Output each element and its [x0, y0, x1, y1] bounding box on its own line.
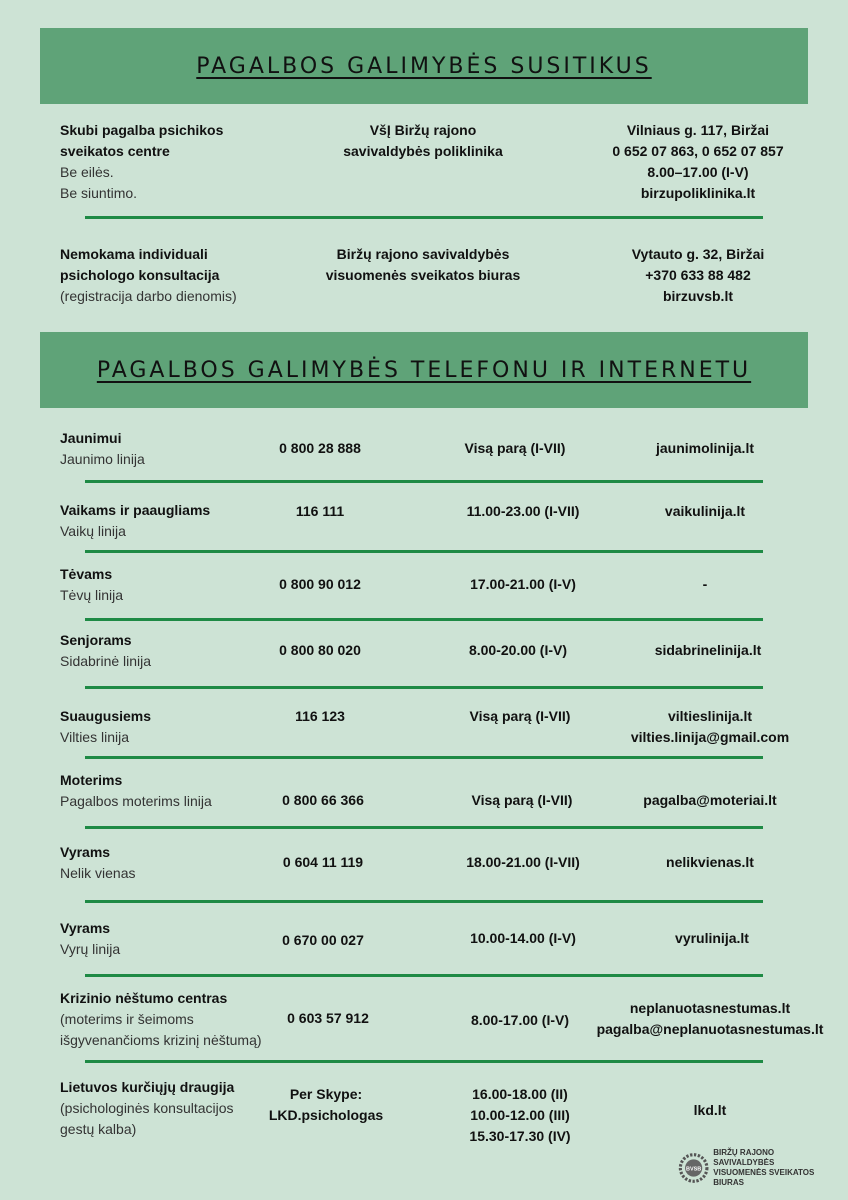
- s2-row10-phone: [256, 1084, 396, 1126]
- section2-banner: [40, 332, 808, 408]
- s1-row2-org-2: visuomenės sveikatos biuras: [325, 267, 521, 283]
- s2-row10-hours: [430, 1084, 610, 1147]
- s2-row7-phone[interactable]: 0 604 11 119: [282, 854, 364, 870]
- s1-row1-org: [318, 120, 528, 162]
- s1-row1-phone: 0 652 07 863, 0 652 07 857: [612, 143, 784, 159]
- s2-row-who-cell: [60, 500, 260, 542]
- s1-row2-org: [303, 244, 543, 286]
- s2-row6-line: Pagalbos moterims linija: [60, 793, 212, 809]
- s2-row8-hours: 10.00-14.00 (I-V): [470, 930, 576, 946]
- s2-row-who-cell: [60, 706, 260, 748]
- s2-row2-who: Vaikams ir paaugliams: [60, 502, 211, 518]
- divider: [85, 216, 763, 219]
- s2-row10-hours-3: 15.30-17.30 (IV): [469, 1128, 571, 1144]
- s2-row4-who: Senjorams: [60, 632, 132, 648]
- divider: [85, 480, 763, 483]
- s2-row9-phone[interactable]: 0 603 57 912: [287, 1010, 369, 1026]
- s1-row1-contact: [580, 120, 816, 204]
- s2-row10-skype-id[interactable]: LKD.psichologas: [268, 1107, 384, 1123]
- s1-row1-note-2: Be siuntimo.: [60, 185, 138, 201]
- s1-row2-phone: +370 633 88 482: [645, 267, 751, 283]
- section1-banner: [40, 28, 808, 104]
- s2-row1-line: Jaunimo linija: [60, 451, 145, 467]
- s2-row1-phone[interactable]: 0 800 28 888: [279, 440, 361, 456]
- s2-row9-who: Krizinio nėštumo centras: [60, 990, 228, 1006]
- s2-row10-who: Lietuvos kurčiųjų draugija: [60, 1079, 235, 1095]
- s1-row2-note-1: (registracija darbo dienomis): [60, 288, 237, 304]
- s1-row2-name-2: psichologo konsultacija: [60, 267, 220, 283]
- logo-line2: VISUOMENĖS SVEIKATOS BIURAS: [713, 1168, 815, 1187]
- s2-row5-phone[interactable]: 116 123: [295, 708, 345, 724]
- s2-row5-web-1[interactable]: viltieslinija.lt: [667, 708, 753, 724]
- s2-row5-email[interactable]: vilties.linija@gmail.com: [630, 729, 790, 745]
- s2-row7-hours: 18.00-21.00 (I-VII): [466, 854, 580, 870]
- s2-row5-line: Vilties linija: [60, 729, 129, 745]
- s1-row1-name-1: Skubi pagalba psichikos: [60, 122, 224, 138]
- s2-row8-web[interactable]: vyrulinija.lt: [675, 930, 749, 946]
- s2-row5-hours: Visą parą (I-VII): [469, 708, 571, 724]
- s2-row-who-cell: [60, 630, 260, 672]
- section1-title: PAGALBOS GALIMYBĖS SUSITIKUS: [196, 53, 652, 79]
- s1-row1-service: [60, 120, 300, 204]
- s2-row1-web[interactable]: jaunimolinija.lt: [655, 440, 754, 456]
- s1-row1-org-2: savivaldybės poliklinika: [343, 143, 503, 159]
- s1-row2-contact: [590, 244, 806, 307]
- vsb-logo: [678, 1146, 818, 1190]
- divider: [85, 900, 763, 903]
- s2-row7-line: Nelik vienas: [60, 865, 136, 881]
- s2-row-who-cell: [60, 564, 260, 606]
- s2-row2-web[interactable]: vaikulinija.lt: [664, 503, 746, 519]
- s1-row1-hours: 8.00–17.00 (I-V): [647, 164, 749, 180]
- s2-row1-hours: Visą parą (I-VII): [464, 440, 566, 456]
- logo-emblem-icon: [678, 1148, 709, 1188]
- s2-row6-web[interactable]: pagalba@moteriai.lt: [643, 792, 777, 808]
- s1-row2-org-1: Biržų rajono savivaldybės: [336, 246, 510, 262]
- s1-row1-name-2: sveikatos centre: [60, 143, 170, 159]
- s2-row8-phone[interactable]: 0 670 00 027: [282, 932, 364, 948]
- s1-row1-org-1: VšĮ Biržų rajono: [369, 122, 477, 138]
- s2-row9-email[interactable]: pagalba@neplanuotasnestumas.lt: [596, 1021, 824, 1037]
- s2-row1-who: Jaunimui: [60, 430, 122, 446]
- s2-row9-line-1: (moterims ir šeimoms: [60, 1011, 194, 1027]
- s2-row9-web: [590, 998, 830, 1040]
- s1-row2-address: Vytauto g. 32, Biržai: [631, 246, 765, 262]
- s2-row10-line-2: gestų kalba): [60, 1121, 137, 1137]
- s2-row6-hours: Visą parą (I-VII): [471, 792, 573, 808]
- s2-row4-phone[interactable]: 0 800 80 020: [279, 642, 361, 658]
- s2-row10-hours-1: 16.00-18.00 (II): [472, 1086, 568, 1102]
- s2-row6-phone[interactable]: 0 800 66 366: [282, 792, 364, 808]
- s1-row2-web[interactable]: birzuvsb.lt: [662, 288, 733, 304]
- s2-row10-hours-2: 10.00-12.00 (III): [470, 1107, 570, 1123]
- s2-row6-who: Moterims: [60, 772, 123, 788]
- s2-row9-web-1[interactable]: neplanuotasnestumas.lt: [629, 1000, 791, 1016]
- s2-row2-line: Vaikų linija: [60, 523, 126, 539]
- s2-row10-line-1: (psichologinės konsultacijos: [60, 1100, 234, 1116]
- s1-row1-web[interactable]: birzupoliklinika.lt: [640, 185, 756, 201]
- logo-mark-text: BVSB: [686, 1166, 702, 1173]
- s2-row3-phone[interactable]: 0 800 90 012: [279, 576, 361, 592]
- s2-row3-line: Tėvų linija: [60, 587, 124, 603]
- s2-row7-web[interactable]: nelikvienas.lt: [666, 854, 754, 870]
- divider: [85, 550, 763, 553]
- divider: [85, 1060, 763, 1063]
- s2-row5-who: Suaugusiems: [60, 708, 152, 724]
- s2-row-who-cell: [60, 842, 260, 884]
- s2-row9-hours: 8.00-17.00 (I-V): [470, 1012, 570, 1028]
- logo-line1: BIRŽŲ RAJONO SAVIVALDYBĖS: [713, 1148, 775, 1167]
- s2-row2-phone[interactable]: 116 111: [295, 503, 345, 519]
- logo-text: [713, 1148, 818, 1188]
- s1-row1-note-1: Be eilės.: [60, 164, 114, 180]
- s2-row3-hours: 17.00-21.00 (I-V): [470, 576, 576, 592]
- section2-title: PAGALBOS GALIMYBĖS TELEFONU IR INTERNETU: [96, 357, 752, 383]
- s2-row8-who: Vyrams: [60, 920, 111, 936]
- s2-row-who-cell: [60, 918, 260, 960]
- s2-row10-skype-label: Per Skype:: [289, 1086, 363, 1102]
- s2-row3-who: Tėvams: [60, 566, 113, 582]
- s2-row3-web: -: [702, 576, 708, 592]
- s2-row10-web[interactable]: lkd.lt: [693, 1102, 727, 1118]
- divider: [85, 756, 763, 759]
- s1-row2-name-1: Nemokama individuali: [60, 246, 208, 262]
- s2-row8-line: Vyrų linija: [60, 941, 121, 957]
- divider: [85, 618, 763, 621]
- divider: [85, 686, 763, 689]
- s2-row4-line: Sidabrinė linija: [60, 653, 152, 669]
- divider: [85, 826, 763, 829]
- s2-row4-hours: 8.00-20.00 (I-V): [468, 642, 568, 658]
- s2-row-who-cell: [60, 770, 280, 812]
- s2-row2-hours: 11.00-23.00 (I-VII): [466, 503, 580, 519]
- s2-row9-line-2: išgyvenančioms krizinį nėštumą): [60, 1032, 262, 1048]
- s2-row-who-cell: [60, 428, 260, 470]
- s2-row7-who: Vyrams: [60, 844, 111, 860]
- s1-row2-service: [60, 244, 320, 307]
- s1-row1-address: Vilniaus g. 117, Biržai: [626, 122, 770, 138]
- s2-row5-web: [602, 706, 818, 748]
- s2-row4-web[interactable]: sidabrinelinija.lt: [654, 642, 762, 658]
- divider: [85, 974, 763, 977]
